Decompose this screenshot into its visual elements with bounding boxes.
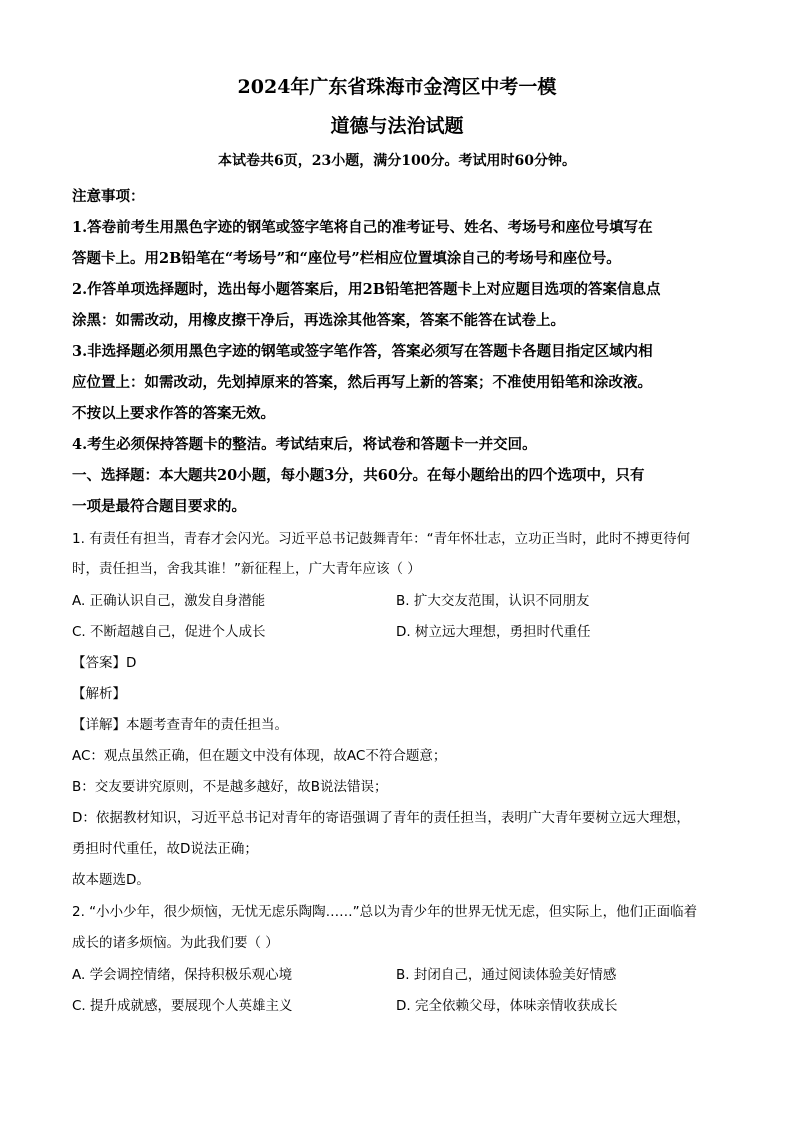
notice-line: 2.作答单项选择题时，选出每小题答案后，用2B铅笔把答题卡上对应题目选项的答案信息点 — [72, 281, 661, 298]
answer-value: D — [126, 655, 137, 671]
q2-stem-cont: 成长的诸多烦恼。为此我们要（ ） — [72, 935, 279, 951]
answer-tag: 【答案】 — [72, 655, 126, 671]
detail-tag: 【详解】 — [72, 717, 126, 733]
q1-option-a: A. 正确认识自己，激发自身潜能 — [72, 593, 266, 609]
notice-line: 3.非选择题必须用黑色字迹的钢笔或签字笔作答，答案必须写在答题卡各题目指定区域内相 — [72, 343, 653, 360]
q1-answer-line — [72, 651, 732, 671]
q2-stem: 2. “小小少年，很少烦恼，无忧无虑乐陶陶……”总以为青少年的世界无忧无虑，但实际上，他们正面临着 — [72, 904, 698, 920]
q1-detail-line — [72, 713, 732, 733]
q2-option-a: A. 学会调控情绪，保持积极乐观心境 — [72, 967, 293, 983]
q1-stem: 1. 有责任有担当，青春才会闪光。习近平总书记鼓舞青年：“青年怀壮志，立功正当时，此时不搏更待何 — [72, 531, 691, 547]
q1-explain-line: AC：观点虽然正确，但在题文中没有体现，故AC不符合题意； — [72, 748, 447, 764]
q2-option-d: D. 完全依赖父母，体味亲情收获成长 — [396, 998, 618, 1014]
q1-explain-line: 故本题选D。 — [72, 872, 150, 888]
exam-title: 2024年广东省珠海市金湾区中考一模 — [237, 76, 557, 98]
q1-analysis-tag: 【解析】 — [72, 686, 126, 702]
q1-option-c: C. 不断超越自己，促进个人成长 — [72, 624, 266, 640]
section-heading: 一、选择题：本大题共20小题，每小题3分，共60分。在每小题给出的四个选项中，只有 — [72, 467, 645, 484]
q1-option-d: D. 树立远大理想，勇担时代重任 — [396, 624, 591, 640]
exam-subtitle: 道德与法治试题 — [330, 115, 464, 137]
q1-explain-line: D：依据教材知识，习近平总书记对青年的寄语强调了青年的责任担当，表明广大青年要树立远大理想， — [72, 810, 690, 826]
q2-option-c: C. 提升成就感，要展现个人英雄主义 — [72, 998, 293, 1014]
notice-line: 不按以上要求作答的答案无效。 — [72, 405, 275, 422]
q1-option-b: B. 扩大交友范围，认识不同朋友 — [396, 593, 590, 609]
notice-line: 答题卡上。用2B铅笔在“考场号”和“座位号”栏相应位置填涂自己的考场号和座位号。 — [72, 250, 621, 267]
detail-text: 本题考查青年的责任担当。 — [126, 717, 288, 733]
exam-info: 本试卷共6页，23小题，满分100分。考试用时60分钟。 — [218, 153, 576, 169]
q1-stem-cont: 时，责任担当，舍我其谁！”新征程上，广大青年应该（ ） — [72, 561, 421, 577]
q1-explain-line: B：交友要讲究原则，不是越多越好，故B说法错误； — [72, 779, 388, 795]
notice-line: 4.考生必须保持答题卡的整洁。考试结束后，将试卷和答题卡一并交回。 — [72, 436, 537, 453]
q2-option-b: B. 封闭自己，通过阅读体验美好情感 — [396, 967, 617, 983]
notice-line: 应位置上：如需改动，先划掉原来的答案，然后再写上新的答案；不准使用铅笔和涂改液。 — [72, 374, 652, 391]
notice-heading: 注意事项： — [72, 188, 145, 205]
section-heading-cont: 一项是最符合题目要求的。 — [72, 498, 246, 515]
q1-explain-line: 勇担时代重任，故D说法正确； — [72, 841, 258, 857]
notice-line: 1.答卷前考生用黑色字迹的钢笔或签字笔将自己的准考证号、姓名、考场号和座位号填写在 — [72, 219, 653, 236]
notice-line: 涂黑：如需改动，用橡皮擦干净后，再选涂其他答案，答案不能答在试卷上。 — [72, 312, 565, 329]
